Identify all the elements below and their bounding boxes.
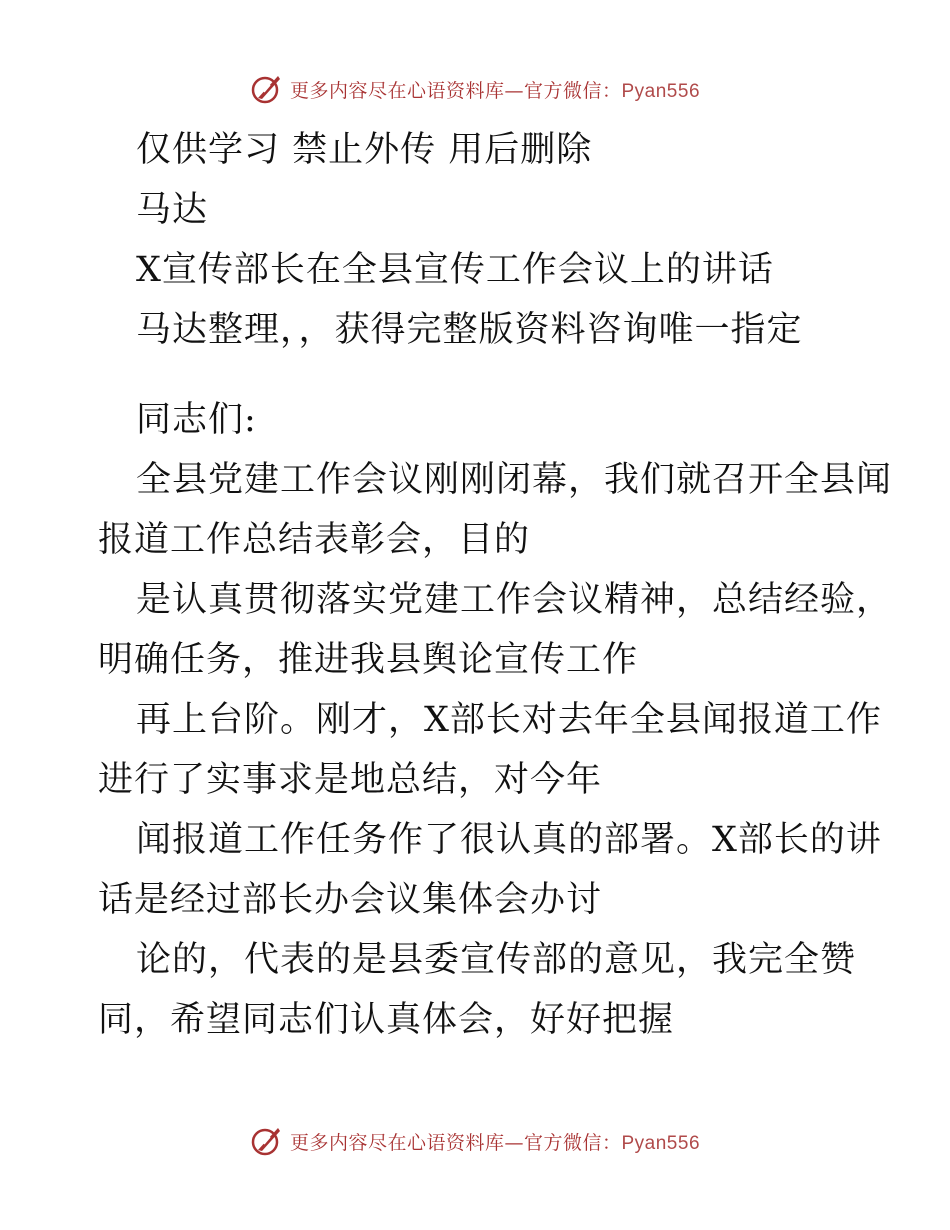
- quill-logo-icon: [250, 1124, 284, 1158]
- paragraph-line: 报道工作总结表彰会，目的: [98, 520, 531, 560]
- paragraph-line: 全县党建工作会议刚刚闭幕，我们就召开全县闻: [136, 460, 893, 500]
- salutation: 同志们:: [136, 400, 257, 440]
- paragraph-line: 再上台阶。刚才，X部长对去年全县闻报道工作: [136, 700, 882, 740]
- document-body: [98, 120, 893, 1050]
- wechat-id: Pyan556: [621, 80, 701, 102]
- paragraph-line: 论的，代表的是县委宣传部的意见，我完全赞: [136, 940, 857, 980]
- paragraph-line: 进行了实事求是地总结，对今年: [98, 760, 603, 800]
- footer-watermark-banner: [0, 1124, 950, 1158]
- paragraph-line: 同，希望同志们认真体会，好好把握: [98, 1000, 675, 1040]
- notice-line: 仅供学习 禁止外传 用后删除: [136, 130, 593, 170]
- paragraph-line: 明确任务，推进我县舆论宣传工作: [98, 640, 639, 680]
- paragraph-line: 是认真贯彻落实党建工作会议精神，总结经验，: [136, 580, 893, 620]
- watermark-text: 更多内容尽在心语资料库—官方微信：Pyan556: [289, 79, 701, 102]
- watermark-text: 更多内容尽在心语资料库—官方微信：Pyan556: [289, 1131, 701, 1154]
- author-line: 马达: [136, 190, 209, 230]
- header-watermark-banner: [0, 72, 950, 106]
- paragraph-line: 闻报道工作任务作了很认真的部署。X部长的讲: [136, 820, 882, 860]
- wechat-id: Pyan556: [621, 1132, 701, 1154]
- paragraph-line: 话是经过部长办会议集体会办讨: [98, 880, 603, 920]
- quill-logo-icon: [250, 72, 284, 106]
- document-title: X宣传部长在全县宣传工作会议上的讲话: [136, 250, 774, 290]
- compiler-note: 马达整理，，获得完整版资料咨询唯一指定: [136, 310, 803, 350]
